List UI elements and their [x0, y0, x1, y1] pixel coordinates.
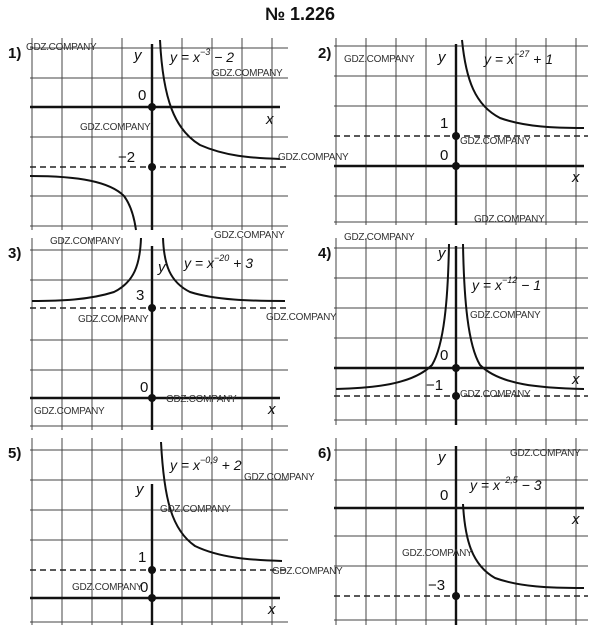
panel-4-formula [471, 275, 541, 293]
panel-1-formula-tail: − 2 [210, 49, 234, 65]
panel-1-x-label: x [266, 111, 274, 128]
panel-4-origin-label: 0 [440, 347, 449, 364]
watermark: GDZ.COMPANY [212, 68, 283, 79]
panel-6-number: 6) [318, 445, 332, 462]
panel-3-formula [183, 253, 253, 271]
panel-5-origin-point [148, 594, 156, 602]
watermark: GDZ.COMPANY [460, 389, 531, 400]
panel-6-y-label: y [438, 449, 446, 466]
panel-6-formula-base: y = x [470, 477, 500, 493]
panel-3-asymptote-point [148, 304, 156, 312]
panel-6-grid [334, 438, 588, 625]
panel-4-asymptote-point [452, 392, 460, 400]
panel-1-number: 1) [8, 45, 22, 62]
panel-1-origin-point [148, 103, 156, 111]
panel-5-y-label: y [136, 481, 144, 498]
panel-4-formula-exponent: −12 [501, 275, 518, 285]
panel-2 [318, 38, 588, 225]
watermark: GDZ.COMPANY [510, 448, 581, 459]
panel-2-formula-base: y = x [484, 51, 514, 67]
panel-1-origin-label: 0 [138, 87, 147, 104]
panel-1-asymptote-label: −2 [118, 149, 136, 166]
panel-3-x-label: x [268, 401, 276, 418]
panel-4-x-label: x [572, 371, 580, 388]
panel-3-formula-base: y = x [184, 255, 214, 271]
panel-2-asymptote-label: 1 [440, 115, 449, 132]
panel-6-formula [469, 475, 542, 493]
panel-2-formula-exponent: −27 [513, 49, 530, 59]
panel-3-y-label: y [158, 259, 166, 276]
panel-1-curve-left [30, 176, 136, 230]
panel-5-formula [169, 455, 242, 473]
panel-6-origin-label: 0 [440, 487, 449, 504]
watermark: GDZ.COMPANY [266, 312, 337, 323]
panel-4-formula-base: y = x [472, 277, 502, 293]
watermark: GDZ.COMPANY [474, 214, 545, 225]
watermark: GDZ.COMPANY [34, 406, 105, 417]
panel-2-origin-point [452, 162, 460, 170]
watermark: GDZ.COMPANY [470, 310, 541, 321]
watermark: GDZ.COMPANY [244, 472, 315, 483]
panel-3-origin-point [148, 394, 156, 402]
panel-1-formula-base: y = x [170, 49, 200, 65]
watermark: GDZ.COMPANY [460, 136, 531, 147]
watermark: GDZ.COMPANY [166, 394, 237, 405]
panel-2-formula-tail: + 1 [529, 51, 553, 67]
watermark: GDZ.COMPANY [214, 230, 285, 241]
panel-2-formula [483, 49, 553, 67]
panel-4-origin-point [452, 364, 460, 372]
panel-5-origin-label: 0 [140, 579, 149, 596]
panel-5-asymptote-point [148, 566, 156, 574]
watermark: GDZ.COMPANY [344, 54, 415, 65]
panel-4-formula-tail: − 1 [517, 277, 541, 293]
panel-3-formula-exponent: −20 [213, 253, 230, 263]
panel-2-x-label: x [572, 169, 580, 186]
watermark: GDZ.COMPANY [402, 548, 473, 559]
panel-6-formula-exponent: −2,5 [499, 475, 518, 485]
panel-4-asymptote-label: −1 [426, 377, 444, 394]
panel-3 [8, 238, 288, 430]
watermark: GDZ.COMPANY [344, 232, 415, 243]
panel-2-origin-label: 0 [440, 147, 449, 164]
panel-1 [8, 38, 288, 230]
panel-2-y-label: y [438, 49, 446, 66]
panel-1-y-label: y [134, 47, 142, 64]
panel-3-asymptote-label: 3 [136, 287, 145, 304]
watermark: GDZ.COMPANY [80, 122, 151, 133]
panel-5-number: 5) [8, 445, 22, 462]
watermark: GDZ.COMPANY [26, 42, 97, 53]
page-title: № 1.226 [264, 4, 336, 24]
panel-3-curve-right [163, 238, 285, 301]
panel-3-formula-tail: + 3 [229, 255, 253, 271]
panel-5-asymptote-label: 1 [138, 549, 147, 566]
panel-3-number: 3) [8, 245, 22, 262]
panel-5 [8, 438, 288, 625]
watermark: GDZ.COMPANY [272, 566, 343, 577]
panel-2-number: 2) [318, 45, 332, 62]
panel-6-x-label: x [572, 511, 580, 528]
watermark: GDZ.COMPANY [160, 504, 231, 515]
panel-6-asymptote-label: −3 [428, 577, 446, 594]
watermark: GDZ.COMPANY [72, 582, 143, 593]
panel-6-formula-tail: − 3 [517, 477, 542, 493]
panel-1-asymptote-point [148, 163, 156, 171]
panel-5-x-label: x [268, 601, 276, 618]
watermark: GDZ.COMPANY [78, 314, 149, 325]
panel-4 [318, 238, 588, 425]
panel-5-formula-exponent: −0,9 [199, 455, 218, 465]
panel-5-formula-base: y = x [170, 457, 200, 473]
panel-1-formula [169, 47, 234, 65]
panel-1-formula-exponent: −3 [199, 47, 211, 57]
panel-6 [318, 438, 588, 625]
panel-2-asymptote-point [452, 132, 460, 140]
panel-5-formula-tail: + 2 [217, 457, 242, 473]
panel-6-asymptote-point [452, 592, 460, 600]
panel-3-origin-label: 0 [140, 379, 149, 396]
watermark: GDZ.COMPANY [278, 152, 349, 163]
panel-6-curve [463, 504, 584, 588]
panel-3-curve-left [32, 238, 141, 301]
watermark: GDZ.COMPANY [50, 236, 121, 247]
panel-4-number: 4) [318, 245, 332, 262]
panel-1-grid [30, 38, 288, 230]
panel-4-y-label: y [438, 245, 446, 262]
